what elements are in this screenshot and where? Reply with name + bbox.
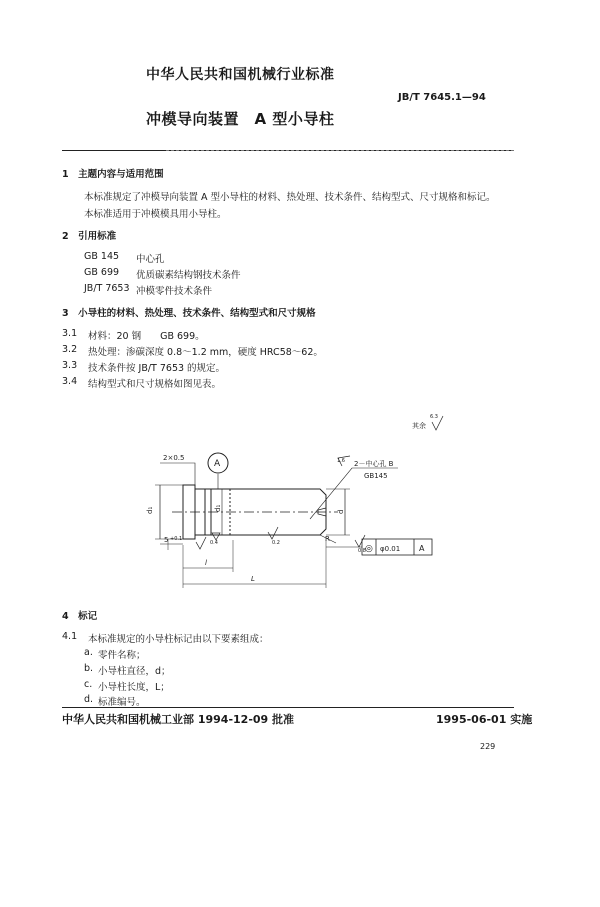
end-dimension: 5 bbox=[164, 536, 169, 544]
tolerance-symbol: ◎ bbox=[365, 544, 373, 554]
item-text: 材料：20 钢 GB 699。 bbox=[88, 331, 205, 342]
reference-name: 优质碳素结构钢技术条件 bbox=[136, 270, 241, 281]
list-label: d. bbox=[84, 694, 94, 705]
page-number: 229 bbox=[480, 742, 496, 751]
diameter-body-left-label: d₁ bbox=[214, 504, 222, 512]
section-4-heading: 4 标记 bbox=[62, 611, 98, 622]
section-1-paragraph-1: 本标准规定了冲模导向装置 A 型小导柱的材料、热处理、技术条件、结构型式、尺寸规格和标记。 bbox=[84, 192, 496, 203]
diameter-shoulder-label: d₁ bbox=[146, 506, 154, 514]
length-L-label: L bbox=[251, 575, 255, 583]
list-item: 小导柱直径，d； bbox=[98, 666, 171, 677]
roughness-chamfer-value: 1.6 bbox=[337, 458, 345, 464]
roughness-rest-value: 6.3 bbox=[430, 414, 438, 420]
tolerance-value: φ0.01 bbox=[380, 545, 401, 553]
radius-label: R bbox=[325, 535, 330, 543]
issuing-organization: 中华人民共和国机械行业标准 bbox=[146, 67, 335, 83]
item-text: 热处理：渗碳深度 0.8～1.2 mm，硬度 HRC58～62。 bbox=[88, 347, 323, 358]
end-dimension-tolerance: +0.1 bbox=[170, 536, 183, 542]
item-number: 3.4 bbox=[62, 376, 78, 387]
item-number: 4.1 bbox=[62, 631, 78, 642]
center-hole-label: 2－中心孔 B bbox=[354, 460, 394, 468]
document-title: 冲模导向装置 A 型小导柱 bbox=[146, 110, 335, 128]
footer-rule bbox=[62, 707, 514, 708]
list-label: a. bbox=[84, 647, 93, 658]
length-l-label: l bbox=[205, 559, 207, 567]
roughness-end-value: 0.8 bbox=[358, 548, 366, 554]
section-1-heading: 1 主题内容与适用范围 bbox=[62, 169, 164, 180]
datum-label: A bbox=[214, 459, 221, 469]
effective-date: 1995-06-01 实施 bbox=[436, 713, 533, 726]
roughness-body-value: 0.2 bbox=[272, 540, 280, 546]
approval-statement: 中华人民共和国机械工业部 1994-12-09 批准 bbox=[62, 713, 295, 726]
reference-name: 冲模零件技术条件 bbox=[136, 286, 213, 297]
diameter-body-label: d bbox=[337, 509, 345, 514]
tolerance-datum: A bbox=[419, 544, 425, 553]
surface-note: 其余 bbox=[412, 422, 426, 430]
standard-code: JB/T 7645.1—94 bbox=[398, 92, 486, 103]
item-text: 结构型式和尺寸规格如图见表。 bbox=[88, 379, 222, 390]
reference-code: GB 699 bbox=[84, 267, 120, 278]
item-text: 技术条件按 JB/T 7653 的规定。 bbox=[88, 363, 226, 374]
item-number: 3.3 bbox=[62, 360, 78, 371]
center-hole-standard: GB145 bbox=[364, 472, 388, 480]
reference-code: GB 145 bbox=[84, 251, 120, 262]
list-item: 标准编号。 bbox=[98, 697, 146, 708]
list-item: 零件名称； bbox=[98, 650, 146, 661]
list-label: b. bbox=[84, 663, 94, 674]
section-4-intro: 本标准规定的小导柱标记由以下要素组成： bbox=[88, 634, 269, 645]
item-number: 3.2 bbox=[62, 344, 78, 355]
section-3-heading: 3 小导柱的材料、热处理、技术条件、结构型式和尺寸规格 bbox=[62, 308, 316, 319]
list-item: 小导柱长度，L； bbox=[98, 682, 170, 693]
list-label: c. bbox=[84, 679, 93, 690]
reference-name: 中心孔 bbox=[136, 254, 165, 265]
section-1-paragraph-2: 本标准适用于冲模模具用小导柱。 bbox=[84, 209, 227, 220]
chamfer-label: 2×0.5 bbox=[163, 454, 185, 462]
item-number: 3.1 bbox=[62, 328, 78, 339]
reference-code: JB/T 7653 bbox=[84, 283, 130, 294]
roughness-shoulder-value: 0.4 bbox=[210, 540, 218, 546]
section-2-heading: 2 引用标准 bbox=[62, 231, 117, 242]
